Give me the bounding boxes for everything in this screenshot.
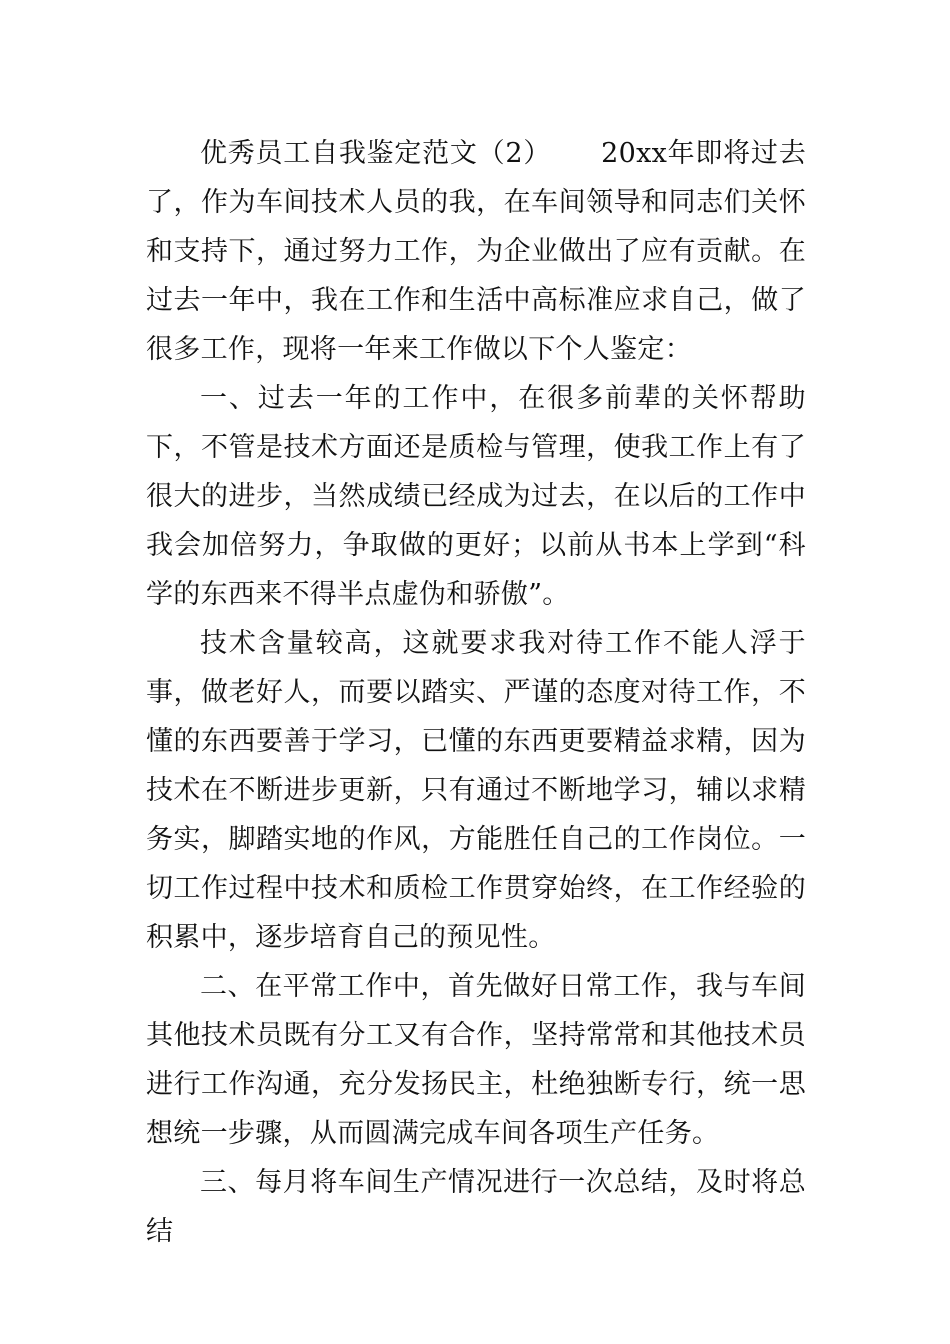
intro-paragraph: [146, 129, 806, 374]
paragraph-1: 一、过去一年的工作中，在很多前辈的关怀帮助下，不管是技术方面还是质检与管理，使我工作上有了很大的进步，当然成绩已经成为过去，在以后的工作中我会加倍努力，争取做的更好；以前从书本上学到“科学的东西来不得半点虚伪和骄傲”。: [146, 383, 806, 610]
paragraph-3: 二、在平常工作中，首先做好日常工作，我与车间其他技术员既有分工又有合作，坚持常常和其他技术员进行工作沟通，充分发扬民主，杜绝独断专行，统一思想统一步骤，从而圆满完成车间各项生产任务。: [146, 971, 806, 1149]
document-body: [146, 129, 806, 1256]
paragraph-4: 三、每月将车间生产情况进行一次总结，及时将总结: [146, 1167, 806, 1247]
paragraph-2: 技术含量较高，这就要求我对待工作不能人浮于事，做老好人，而要以踏实、严谨的态度对待工作，不懂的东西要善于学习，已懂的东西更要精益求精，因为技术在不断进步更新，只有通过不断地学习，辅以求精务实，脚踏实地的作风，方能胜任自己的工作岗位。一切工作过程中技术和质检工作贯穿始终，在工作经验的积累中，逐步培育自己的预见性。: [146, 628, 806, 953]
document-title: 优秀员工自我鉴定范文（2）: [200, 138, 552, 169]
intro-text: 20xx年即将过去了，作为车间技术人员的我，在车间领导和同志们关怀和支持下，通过努力工作，为企业做出了应有贡献。在过去一年中，我在工作和生活中高标准应求自己，做了很多工作，现将一年来工作做以下个人鉴定：: [146, 138, 807, 365]
